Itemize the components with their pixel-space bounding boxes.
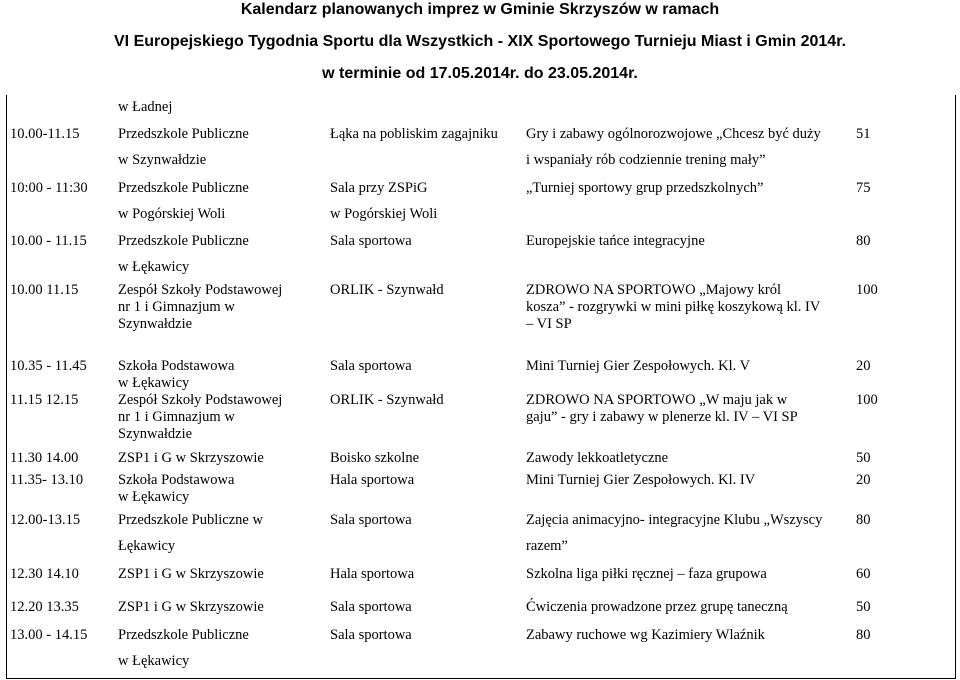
organizer-line: w Ładnej (118, 99, 173, 115)
time-cell: 11.35- 13.10 (10, 472, 84, 488)
organizer-line: Przedszkole Publiczne (118, 233, 249, 249)
participants-cell: 50 (856, 599, 871, 615)
event-line: Szkolna liga piłki ręcznej – faza grupowa (526, 566, 767, 582)
organizer-line: w Łękawicy (118, 653, 190, 669)
time-cell: 12.20 13.35 (10, 599, 79, 615)
participants-cell: 100 (856, 392, 878, 408)
event-line: – VI SP (526, 316, 572, 332)
organizer-line: ZSP1 i G w Skrzyszowie (118, 566, 264, 582)
participants-cell: 80 (856, 627, 871, 643)
event-line: ZDROWO NA SPORTOWO „W maju jak w (526, 392, 788, 408)
event-line: kosza” - rozgrywki w mini piłkę koszykową kl. IV (526, 299, 821, 315)
organizer-cell (118, 282, 323, 333)
event-line: Europejskie tańce integracyjne (526, 233, 705, 249)
event-cell (526, 561, 851, 587)
time-cell: 10.00 11.15 (10, 282, 79, 298)
organizer-line: ZSP1 i G w Skrzyszowie (118, 599, 264, 615)
place-cell (330, 445, 520, 471)
place-cell (330, 561, 520, 587)
organizer-line: Łękawicy (118, 538, 176, 554)
organizer-line: Przedszkole Publiczne (118, 180, 249, 196)
organizer-line: Zespół Szkoły Podstawowej (118, 282, 283, 298)
place-line: Sala sportowa (330, 599, 412, 615)
organizer-line: w Łękawicy (118, 375, 190, 391)
event-line: Mini Turniej Gier Zespołowych. Kl. V (526, 358, 751, 374)
participants-cell: 60 (856, 566, 871, 582)
place-line: Sala sportowa (330, 233, 412, 249)
participants-cell: 51 (856, 126, 871, 142)
place-line: Sala sportowa (330, 358, 412, 374)
event-line: razem” (526, 538, 568, 554)
event-cell (526, 622, 851, 648)
event-line: „Turniej sportowy grup przedszkolnych” (526, 180, 764, 196)
organizer-cell (118, 507, 323, 559)
organizer-cell (118, 94, 323, 120)
event-cell (526, 445, 851, 471)
time-cell: 10:00 - 11:30 (10, 180, 88, 196)
place-line: Sala sportowa (330, 627, 412, 643)
organizer-line: Szynwałdzie (118, 316, 193, 332)
place-cell (330, 622, 520, 648)
organizer-cell (118, 622, 323, 674)
place-line: Hala sportowa (330, 566, 415, 582)
time-cell: 11.15 12.15 (10, 392, 79, 408)
organizer-line: nr 1 i Gimnazjum w (118, 299, 235, 315)
event-line: Zabawy ruchowe wg Kazimiery Wlaźnik (526, 627, 765, 643)
event-line: Gry i zabawy ogólnorozwojowe „Chcesz być duży (526, 126, 821, 142)
event-cell (526, 594, 851, 620)
place-cell (330, 228, 520, 254)
event-cell (526, 392, 851, 426)
place-cell (330, 472, 520, 489)
event-cell (526, 175, 851, 201)
organizer-cell (118, 561, 323, 587)
organizer-cell (118, 392, 323, 443)
place-cell (330, 392, 520, 409)
header-title: Kalendarz planowanych imprez w Gminie Skrzyszów w ramach (240, 1, 720, 18)
participants-cell: 20 (856, 358, 871, 374)
organizer-line: w Pogórskiej Woli (118, 206, 226, 222)
time-cell: 11.30 14.00 (10, 450, 79, 466)
event-line: Mini Turniej Gier Zespołowych. Kl. IV (526, 472, 756, 488)
participants-cell: 50 (856, 450, 871, 466)
event-cell (526, 358, 851, 375)
organizer-cell (118, 445, 323, 471)
event-line: Ćwiczenia prowadzone przez grupę taneczną (526, 599, 788, 615)
time-cell: 13.00 - 14.15 (10, 627, 88, 643)
organizer-line: Przedszkole Publiczne (118, 627, 249, 643)
event-line: Zawody lekkoatletyczne (526, 450, 669, 466)
place-line: ORLIK - Szynwałd (330, 392, 444, 408)
place-line: w Pogórskiej Woli (330, 206, 438, 222)
time-cell: 10.35 - 11.45 (10, 358, 87, 374)
organizer-line: Szkoła Podstawowa (118, 358, 235, 374)
organizer-line: Szynwałdzie (118, 426, 193, 442)
event-line: i wspaniały rób codziennie trening mały” (526, 152, 766, 168)
event-line: ZDROWO NA SPORTOWO „Majowy król (526, 282, 782, 298)
time-cell: 12.30 14.10 (10, 566, 79, 582)
event-cell (526, 507, 851, 559)
organizer-line: Przedszkole Publiczne w (118, 512, 263, 528)
place-cell (330, 121, 520, 147)
place-cell (330, 175, 520, 227)
place-cell (330, 507, 520, 533)
place-cell (330, 282, 520, 299)
header-subtitle: VI Europejskiego Tygodnia Sportu dla Wszystkich - XIX Sportowego Turnieju Miast i Gmin 2014r. (114, 33, 846, 50)
organizer-line: ZSP1 i G w Skrzyszowie (118, 450, 264, 466)
organizer-line: nr 1 i Gimnazjum w (118, 409, 235, 425)
header-date-range: w terminie od 17.05.2014r. do 23.05.2014r. (322, 65, 638, 82)
time-cell: 12.00-13.15 (10, 512, 81, 528)
organizer-cell (118, 228, 323, 280)
event-cell (526, 472, 851, 489)
event-cell (526, 121, 851, 173)
event-cell (526, 228, 851, 254)
place-line: Boisko szkolne (330, 450, 420, 466)
place-cell (330, 358, 520, 375)
participants-cell: 100 (856, 282, 878, 298)
organizer-line: w Szynwałdzie (118, 152, 207, 168)
event-cell (526, 282, 851, 333)
place-cell (330, 594, 520, 620)
place-line: Łąka na pobliskim zagajniku (330, 126, 498, 142)
organizer-cell (118, 121, 323, 173)
event-line: Zajęcia animacyjno- integracyjne Klubu „Wszyscy (526, 512, 823, 528)
organizer-line: Przedszkole Publiczne (118, 126, 249, 142)
time-cell: 10.00 - 11.15 (10, 233, 87, 249)
organizer-line: Szkoła Podstawowa (118, 472, 235, 488)
organizer-cell (118, 472, 323, 506)
time-cell: 10.00-11.15 (10, 126, 80, 142)
organizer-cell (118, 594, 323, 620)
participants-cell: 80 (856, 512, 871, 528)
organizer-cell (118, 358, 323, 392)
organizer-line: Zespół Szkoły Podstawowej (118, 392, 283, 408)
participants-cell: 20 (856, 472, 871, 488)
place-line: Sala sportowa (330, 512, 412, 528)
place-line: ORLIK - Szynwałd (330, 282, 444, 298)
organizer-cell (118, 175, 323, 227)
place-line: Hala sportowa (330, 472, 415, 488)
place-line: Sala przy ZSPiG (330, 180, 428, 196)
organizer-line: w Łękawicy (118, 259, 190, 275)
event-line: gaju” - gry i zabawy w plenerze kl. IV – VI SP (526, 409, 798, 425)
organizer-line: w Łękawicy (118, 489, 190, 505)
participants-cell: 75 (856, 180, 871, 196)
participants-cell: 80 (856, 233, 871, 249)
